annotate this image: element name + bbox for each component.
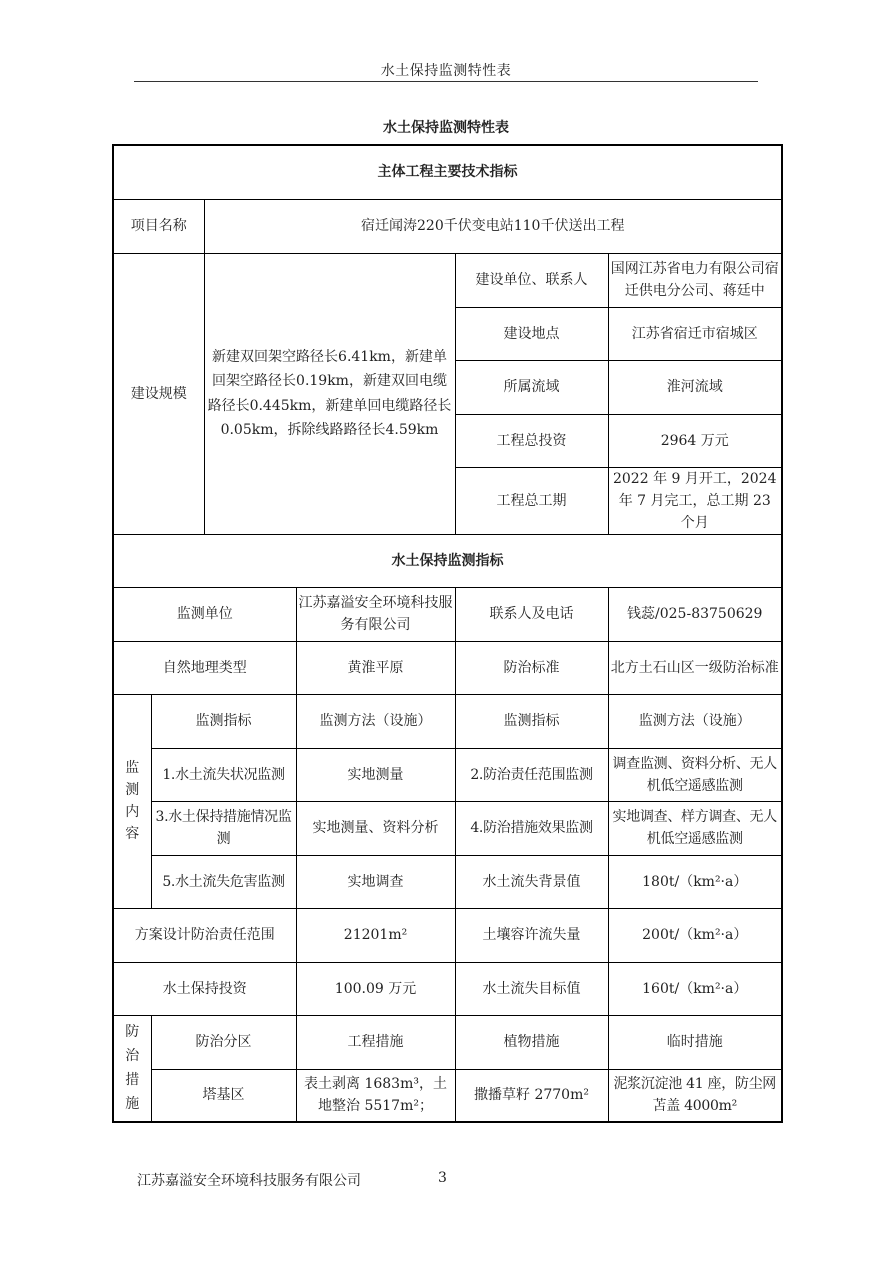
- allowable-loss-value: 200t/（km²·a）: [608, 908, 782, 962]
- measures-header-zone: 防治分区: [151, 1015, 296, 1069]
- section-monitoring-indicators-title: 水土保持监测指标: [113, 534, 782, 587]
- content-header-method2: 监测方法（设施）: [608, 694, 782, 748]
- footer-company: 江苏嘉溢安全环境科技服务有限公司: [137, 1173, 361, 1189]
- monitoring-characteristics-table: [112, 144, 783, 1123]
- document-title: 水土保持监测特性表: [383, 120, 509, 136]
- contact-phone-label: 联系人及电话: [455, 587, 608, 641]
- loss-target-value: 160t/（km²·a）: [608, 962, 782, 1015]
- content-row2-index2: 4.防治措施效果监测: [455, 801, 608, 855]
- construction-scale-value: 新建双回架空路径长6.41km，新建单回架空路径长0.19km，新建双回电缆路径长0.445km，新建单回电缆路径长0.05km，拆除线路路径长4.59km: [204, 253, 455, 534]
- content-row3-method1: 实地调查: [296, 855, 455, 908]
- construction-site-label: 建设地点: [455, 307, 608, 360]
- design-scope-value: 21201m²: [296, 908, 455, 962]
- measures-row1-plant: 撒播草籽 2770m²: [455, 1069, 608, 1122]
- monitor-unit-label: 监测单位: [113, 587, 296, 641]
- conservation-investment-label: 水土保持投资: [113, 962, 296, 1015]
- measures-header-engineering: 工程措施: [296, 1015, 455, 1069]
- construction-site-value: 江苏省宿迁市宿城区: [608, 307, 782, 360]
- section-main-indicators-title: 主体工程主要技术指标: [113, 145, 782, 199]
- river-basin-value: 淮河流域: [608, 360, 782, 414]
- running-header: 水土保持监测特性表: [380, 63, 512, 79]
- conservation-investment-value: 100.09 万元: [296, 962, 455, 1015]
- content-row2-method1: 实地测量、资料分析: [296, 801, 455, 855]
- footer-page-number: 3: [438, 1170, 447, 1186]
- header-divider: [134, 81, 758, 82]
- construction-scale-label: 建设规模: [113, 253, 204, 534]
- loss-target-label: 水土流失目标值: [455, 962, 608, 1015]
- content-row3-method2: 180t/（km²·a）: [608, 855, 782, 908]
- content-header-method1: 监测方法（设施）: [296, 694, 455, 748]
- measures-row1-temporary: 泥浆沉淀池 41 座，防尘网苫盖 4000m²: [608, 1069, 782, 1122]
- project-name-value: 宿迁闻涛220千伏变电站110千伏送出工程: [204, 199, 782, 253]
- prevention-measures-label-text: 防治措施: [125, 1024, 140, 1113]
- prevention-standard-label: 防治标准: [455, 641, 608, 694]
- design-scope-label: 方案设计防治责任范围: [113, 908, 296, 962]
- builder-contact-value: 国网江苏省电力有限公司宿迁供电分公司、蒋廷中: [608, 253, 782, 307]
- content-row1-index1: 1.水土流失状况监测: [151, 748, 296, 801]
- allowable-loss-label: 土壤容许流失量: [455, 908, 608, 962]
- measures-row1-zone: 塔基区: [151, 1069, 296, 1122]
- geo-type-value: 黄淮平原: [296, 641, 455, 694]
- prevention-standard-value: 北方土石山区一级防治标准: [608, 641, 782, 694]
- river-basin-label: 所属流域: [455, 360, 608, 414]
- content-row2-method2: 实地调查、样方调查、无人机低空遥感监测: [608, 801, 782, 855]
- content-row1-index2: 2.防治责任范围监测: [455, 748, 608, 801]
- monitoring-content-label: [113, 694, 151, 908]
- contact-phone-value: 钱蕊/025-83750629: [608, 587, 782, 641]
- content-header-index2: 监测指标: [455, 694, 608, 748]
- measures-row1-engineering: 表土剥离 1683m³，土地整治 5517m²；: [296, 1069, 455, 1122]
- prevention-measures-label: [113, 1015, 151, 1122]
- content-row3-index1: 5.水土流失危害监测: [151, 855, 296, 908]
- content-row2-index1: 3.水土保持措施情况监测: [151, 801, 296, 855]
- content-row3-index2: 水土流失背景值: [455, 855, 608, 908]
- total-duration-label: 工程总工期: [455, 467, 608, 534]
- measures-header-temporary: 临时措施: [608, 1015, 782, 1069]
- project-name-label: 项目名称: [113, 199, 204, 253]
- total-investment-value: 2964 万元: [608, 414, 782, 467]
- content-row1-method2: 调查监测、资料分析、无人机低空遥感监测: [608, 748, 782, 801]
- geo-type-label: 自然地理类型: [113, 641, 296, 694]
- measures-header-plant: 植物措施: [455, 1015, 608, 1069]
- content-row1-method1: 实地测量: [296, 748, 455, 801]
- content-header-index1: 监测指标: [151, 694, 296, 748]
- monitoring-content-label-text: 监测内容: [125, 760, 140, 842]
- total-investment-label: 工程总投资: [455, 414, 608, 467]
- builder-contact-label: 建设单位、联系人: [455, 253, 608, 307]
- total-duration-value: 2022 年 9 月开工，2024 年 7 月完工，总工期 23 个月: [608, 467, 782, 534]
- monitor-unit-value: 江苏嘉溢安全环境科技服务有限公司: [296, 587, 455, 641]
